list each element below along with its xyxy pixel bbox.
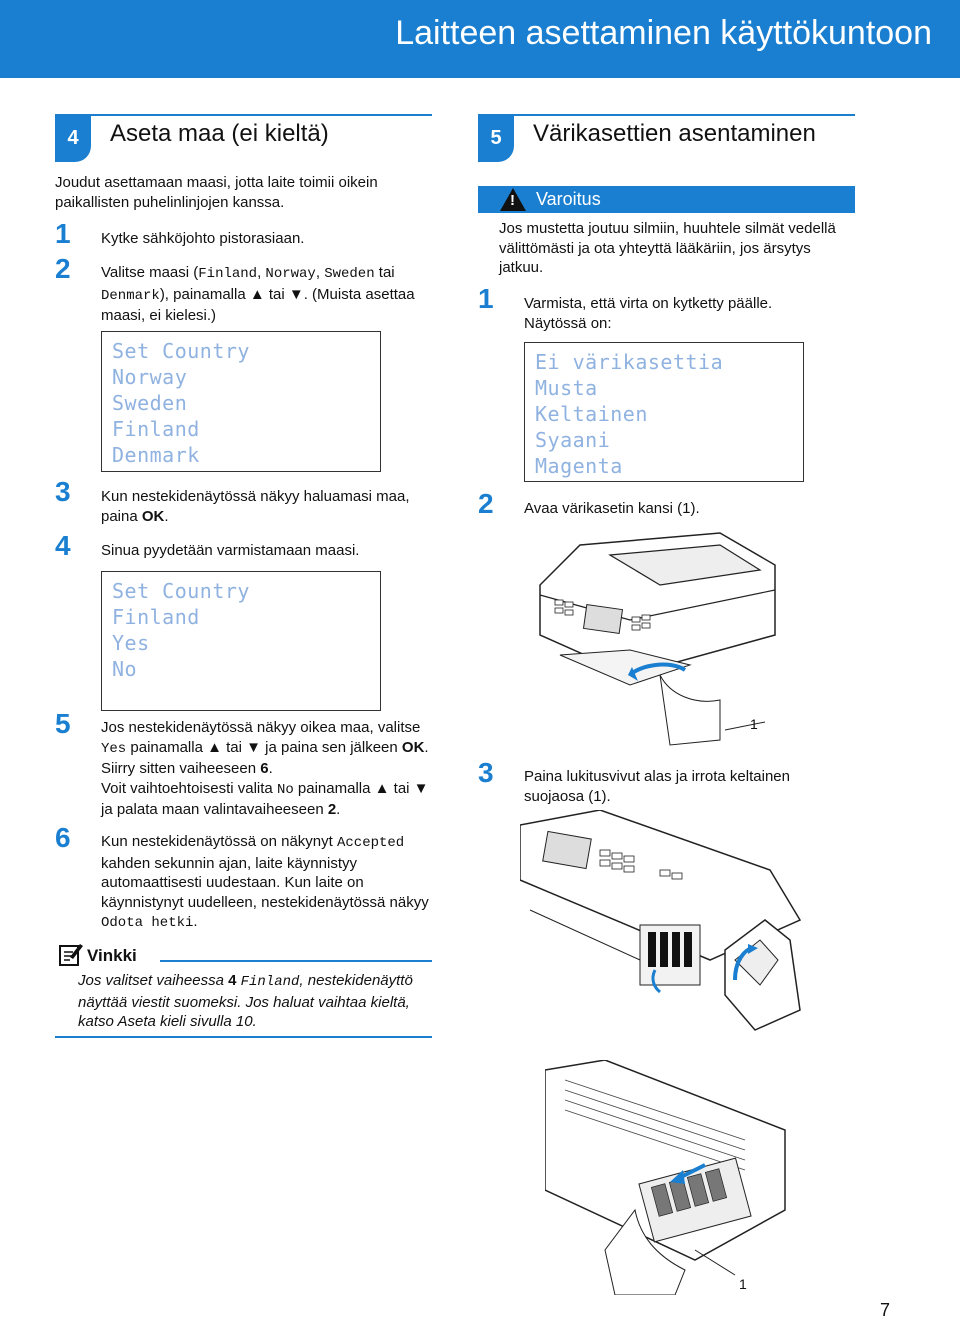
lcd-line: Ei värikasettia (535, 350, 724, 374)
warning-title: Varoitus (536, 189, 601, 209)
step-1-text: Kytke sähköjohto pistorasiaan. (101, 230, 305, 247)
step-4-text: Sinua pyydetään varmistamaan maasi. (101, 542, 360, 559)
lcd-line: No (112, 657, 138, 681)
step-5-number: 5 (55, 708, 71, 739)
lcd-line: Norway (112, 365, 188, 389)
step-1-number: 1 (55, 218, 71, 249)
lcd-no-cartridge (524, 342, 804, 482)
step-5-text: Jos nestekidenäytössä näkyy oikea maa, valitse Yes painamalla ▲ tai ▼ ja paina sen jälkeen OK. Siirry sitten vaiheeseen 6. Voit vaihtoehtoisesti valita No painamalla ▲ tai ▼ ja palata maan valintavaiheeseen 2. (101, 719, 429, 818)
warning-text: Jos mustetta joutuu silmiin, huuhtele silmät vedellä välittömästi ja ota yhteyttä lääkäriin, jos ärsytys jatkuu. (499, 220, 836, 276)
lcd-confirm-country (101, 571, 381, 711)
lcd-line: Keltainen (535, 402, 648, 426)
step-r3-number: 3 (478, 757, 494, 788)
step-r1-number: 1 (478, 283, 494, 314)
lcd-line: Set Country (112, 339, 250, 363)
note-rule-top (160, 960, 432, 962)
step-2-number: 2 (55, 253, 71, 284)
lcd-country-list (101, 331, 381, 472)
section-5-rule (478, 114, 855, 116)
section-5-title: Värikasettien asentaminen (533, 120, 816, 147)
page-header-title: Laitteen asettaminen käyttökuntoon (395, 14, 932, 52)
lcd-line: Finland (112, 417, 200, 441)
step-3-text: Kun nestekidenäytössä näkyy haluamasi maa, paina OK. (101, 488, 410, 525)
note-title: Vinkki (87, 946, 137, 965)
step-4-number: 4 (55, 530, 71, 561)
lcd-line: Musta (535, 376, 598, 400)
lcd-line: Finland (112, 605, 200, 629)
lcd-line: Set Country (112, 579, 250, 603)
step-r2-text: Avaa värikasetin kansi (1). (524, 500, 700, 517)
section-4-number: 4 (55, 114, 91, 162)
warning-bar (478, 186, 855, 213)
step-3-number: 3 (55, 476, 71, 507)
warning-triangle-icon: ! (500, 188, 526, 211)
section-4-rule (55, 114, 432, 116)
section-5-number: 5 (478, 114, 514, 162)
section-4-title: Aseta maa (ei kieltä) (110, 120, 329, 147)
step-2-text: Valitse maasi (Finland, Norway, Sweden tai Denmark), painamalla ▲ tai ▼. (Muista asettaa maasi, ei kielesi.) (101, 264, 415, 324)
lcd-line: Yes (112, 631, 150, 655)
lcd-line: Sweden (112, 391, 188, 415)
page-number: 7 (880, 1300, 891, 1320)
section-4-intro: Joudut asettamaan maasi, jotta laite toimii oikein paikallisten puhelinlinjojen kanssa. (55, 174, 378, 211)
callout-cover: 1 (750, 716, 758, 732)
note-rule-bottom (55, 1036, 432, 1038)
step-r1-text: Varmista, että virta on kytketty päälle. Näytössä on: (524, 295, 773, 332)
step-6-number: 6 (55, 822, 71, 853)
lcd-line: Syaani (535, 428, 611, 452)
callout-protective-part: 1 (739, 1276, 747, 1292)
page-header (0, 0, 960, 78)
lock-levers-illustration (520, 810, 810, 1040)
remove-protective-part-illustration (545, 1060, 795, 1295)
note-text: Jos valitset vaiheessa 4 Finland, nestekidenäyttö näyttää viestit suomeksi. Jos haluat vaihtaa kieltä, katso Aseta kieli sivulla 10. (78, 972, 413, 1030)
lcd-line: Magenta (535, 454, 623, 478)
lcd-line: Denmark (112, 443, 200, 467)
note-pencil-icon (58, 941, 84, 967)
step-r3-text: Paina lukitusvivut alas ja irrota keltainen suojaosa (1). (524, 768, 790, 805)
step-r2-number: 2 (478, 488, 494, 519)
step-6-text: Kun nestekidenäytössä on näkynyt Accepted kahden sekunnin ajan, laite käynnistyy automaattisesti uudestaan. Kun laite on käynnistynyt uudelleen, nestekidenäytössä näkyy Odota hetki. (101, 833, 429, 931)
